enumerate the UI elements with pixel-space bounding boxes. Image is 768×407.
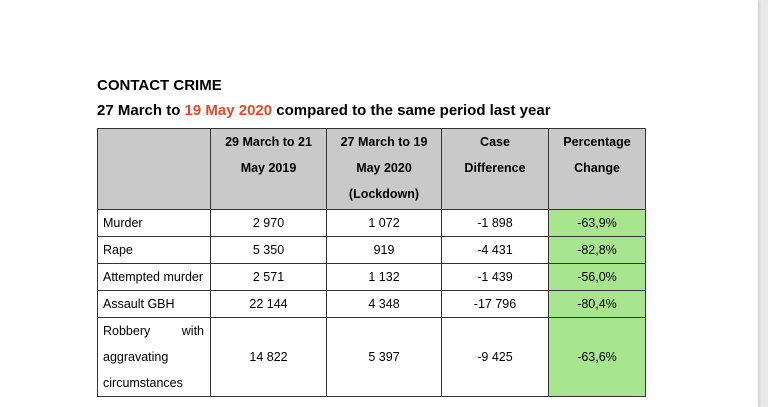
robbery-label-line3: circumstances bbox=[103, 376, 183, 390]
row-2019: 5 350 bbox=[211, 237, 327, 264]
row-label: Rape bbox=[98, 237, 211, 264]
subtitle-highlight: 19 May 2020 bbox=[184, 102, 273, 119]
subtitle-prefix: 27 March to bbox=[97, 102, 185, 119]
row-difference: -1 439 bbox=[442, 264, 549, 291]
header-percentage-line1: Percentage bbox=[563, 135, 631, 149]
robbery-label-word1: Robbery bbox=[103, 324, 151, 338]
row-percentage: -63,9% bbox=[549, 210, 646, 237]
row-2020: 1 072 bbox=[327, 210, 442, 237]
table-row bbox=[98, 291, 646, 318]
table-row-robbery bbox=[98, 318, 646, 397]
header-2019-line1: 29 March to 21 bbox=[225, 135, 312, 149]
row-difference: -1 898 bbox=[442, 210, 549, 237]
subtitle-suffix: compared to the same period last year bbox=[272, 102, 551, 119]
row-2019: 22 144 bbox=[211, 291, 327, 318]
table-row bbox=[98, 237, 646, 264]
row-2020: 1 132 bbox=[327, 264, 442, 291]
robbery-label-line1 bbox=[103, 318, 210, 344]
table-header-row bbox=[98, 129, 646, 210]
row-2020: 4 348 bbox=[327, 291, 442, 318]
row-label: Attempted murder bbox=[98, 264, 211, 291]
row-2019: 2 970 bbox=[211, 210, 327, 237]
header-2019-line2: May 2019 bbox=[240, 161, 297, 175]
header-difference-line2: Difference bbox=[464, 161, 526, 175]
row-label: Assault GBH bbox=[98, 291, 211, 318]
header-corner bbox=[98, 129, 211, 210]
table-row bbox=[98, 264, 646, 291]
header-2020-line2: May 2020 bbox=[356, 161, 412, 175]
row-percentage: -56,0% bbox=[549, 264, 646, 291]
row-percentage: -63,6% bbox=[549, 318, 646, 397]
header-2020-line3: (Lockdown) bbox=[348, 187, 420, 201]
row-difference: -17 796 bbox=[442, 291, 549, 318]
row-2019: 14 822 bbox=[211, 318, 327, 397]
header-percentage-line2: Change bbox=[574, 161, 620, 175]
header-difference bbox=[442, 129, 549, 210]
row-percentage: -80,4% bbox=[549, 291, 646, 318]
table-row bbox=[98, 210, 646, 237]
robbery-label-word2: with bbox=[181, 324, 204, 338]
row-2020: 919 bbox=[327, 237, 442, 264]
crime-table bbox=[97, 128, 646, 397]
header-difference-line1: Case bbox=[480, 135, 510, 149]
header-2020-line1: 27 March to 19 bbox=[340, 135, 428, 149]
header-2020 bbox=[327, 129, 442, 210]
header-percentage bbox=[549, 129, 646, 210]
row-percentage: -82,8% bbox=[549, 237, 646, 264]
document-title: CONTACT CRIME bbox=[97, 77, 222, 94]
row-2019: 2 571 bbox=[211, 264, 327, 291]
row-difference: -9 425 bbox=[442, 318, 549, 397]
row-label bbox=[98, 318, 211, 397]
header-2019 bbox=[211, 129, 327, 210]
row-2020: 5 397 bbox=[327, 318, 442, 397]
row-difference: -4 431 bbox=[442, 237, 549, 264]
robbery-label-line2: aggravating bbox=[103, 350, 169, 364]
row-label: Murder bbox=[98, 210, 211, 237]
document-subtitle bbox=[97, 102, 551, 119]
